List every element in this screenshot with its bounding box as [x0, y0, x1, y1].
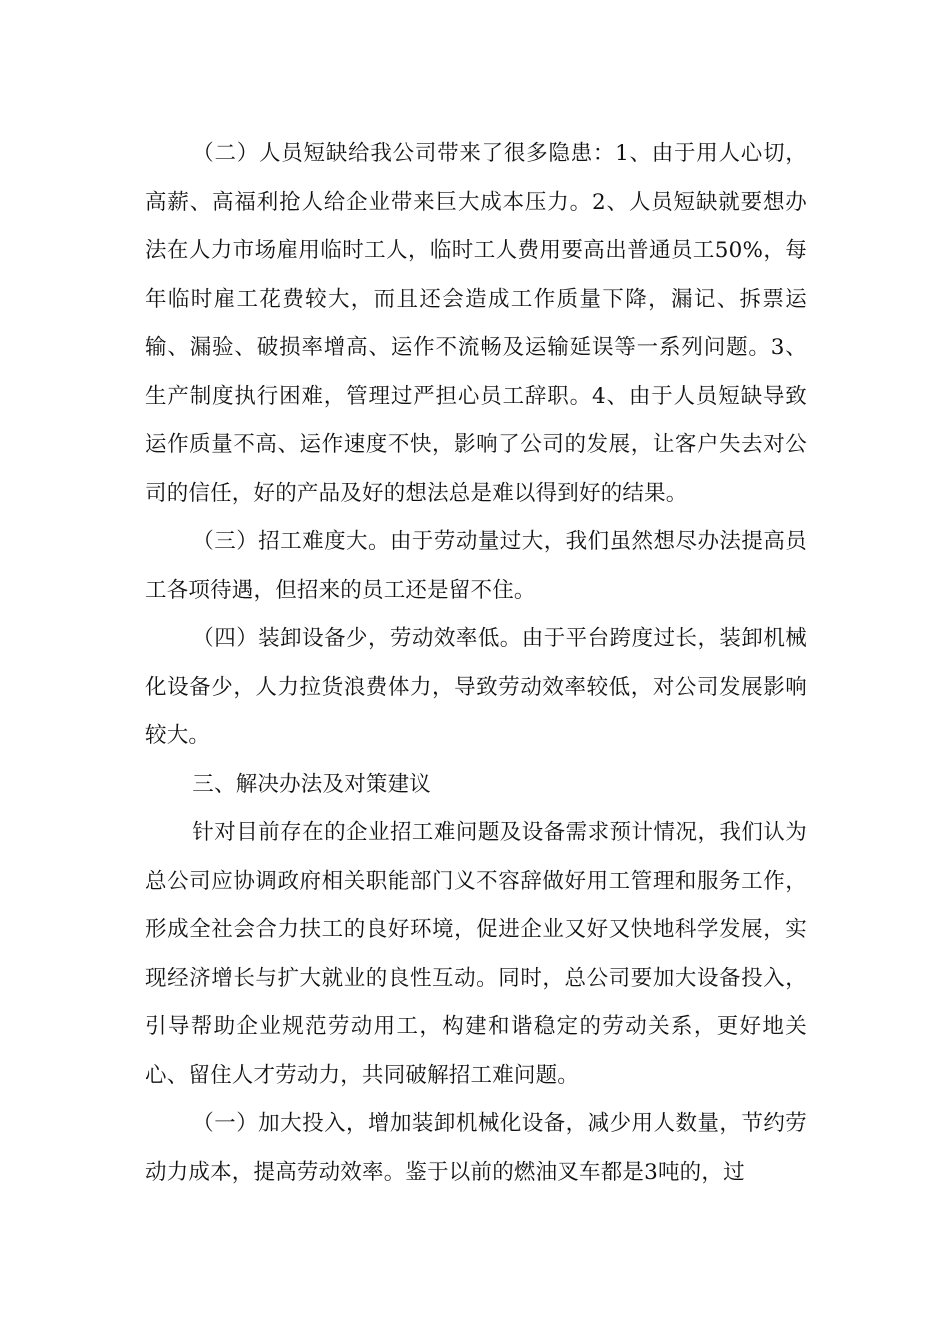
paragraph-personnel-shortage: （二）人员短缺给我公司带来了很多隐患：1、由于用人心切，高薪、高福利抢人给企业带来巨大成本压力。2、人员短缺就要想办法在人力市场雇用临时工人，临时工人费用要高出普通员工50%，每年临时雇工花费较大，而且还会造成工作质量下降，漏记、拆票运输、漏验、破损率增高、运作不流畅及运输延误等一系列问题。3、生产制度执行困难，管理过严担心员工辞职。4、由于人员短缺导致运作质量不高、运作速度不快，影响了公司的发展，让客户失去对公司的信任，好的产品及好的想法总是难以得到好的结果。 [145, 141, 807, 506]
paragraph-increase-investment: （一）加大投入，增加装卸机械化设备，减少用人数量，节约劳动力成本，提高劳动效率。鉴于以前的燃油叉车都是3吨的，过 [145, 1111, 807, 1185]
paragraph-recruitment-difficulty: （三）招工难度大。由于劳动量过大，我们虽然想尽办法提高员工各项待遇，但招来的员工还是留不住。 [145, 529, 807, 603]
paragraph-solutions-overview: 针对目前存在的企业招工难问题及设备需求预计情况，我们认为总公司应协调政府相关职能部门义不容辞做好用工管理和服务工作，形成全社会合力扶工的良好环境，促进企业又好又快地科学发展，实现经济增长与扩大就业的良性互动。同时，总公司要加大设备投入，引导帮助企业规范劳动用工，构建和谐稳定的劳动关系，更好地关心、留住人才劳动力，共同破解招工难问题。 [145, 820, 807, 1088]
section-heading-solutions: 三、解决办法及对策建议 [192, 771, 431, 797]
paragraph-equipment-shortage: （四）装卸设备少，劳动效率低。由于平台跨度过长，装卸机械化设备少，人力拉货浪费体力，导致劳动效率较低，对公司发展影响较大。 [145, 626, 807, 748]
document-page [145, 130, 807, 1197]
